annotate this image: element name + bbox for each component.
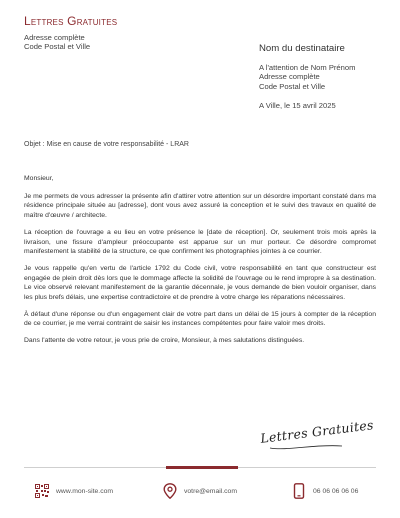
- phone-text[interactable]: 06 06 06 06 06: [313, 487, 359, 495]
- recipient-name: Nom du destinataire: [259, 43, 345, 54]
- footer-phone: [292, 483, 358, 499]
- phone-icon: [292, 483, 306, 499]
- body-paragraph: La réception de l'ouvrage a eu lieu en votre présence le [date de réception]. Or, seulement trois mois après la livraison, une fissure d'ampleur préoccupante est apparue sur un mur porteur. Ce désordre compromet manifestement la stabilité de la structure, ce que confirment les photographies jointes à ce courrier.: [24, 228, 376, 256]
- recipient-address: Adresse complète: [259, 72, 320, 82]
- body-paragraph: À défaut d'une réponse ou d'un engagement clair de votre part dans un délai de 15 jours à compter de la réception de ce courrier, je me verrai contraint de saisir les instances compétentes pour faire valoir mes droits.: [24, 310, 376, 328]
- sender-postal: Code Postal et Ville: [24, 42, 91, 52]
- letter-date: A Ville, le 15 avril 2025: [259, 101, 336, 110]
- recipient-block: [259, 63, 355, 91]
- recipient-attention: A l'attention de Nom Prénom: [259, 63, 356, 72]
- signature: Lettres Gratuites: [259, 417, 375, 446]
- qr-code-icon: [35, 483, 49, 499]
- footer-website: [35, 483, 113, 499]
- greeting: Monsieur,: [24, 175, 54, 182]
- footer-divider-accent: [166, 466, 238, 469]
- signature-flourish: [268, 442, 344, 452]
- brand-logo: Lettres Gratuites: [24, 14, 118, 28]
- recipient-postal: Code Postal et Ville: [259, 81, 326, 91]
- email-text[interactable]: votre@email.com: [184, 487, 237, 495]
- body-paragraph: Je vous rappelle qu'en vertu de l'article 1792 du Code civil, votre responsabilité en tant que constructeur est engagée de plein droit dès lors que le dommage affecte la solidité de l'ouvrage ou le rend impropre à sa destination. Le vice observé relevant manifestement de la garantie décennale, je vous demande de bien vouloir organiser, dans les plus brefs délais, une expertise contradictoire et de prendre à votre charge les réparations nécessaires.: [24, 264, 376, 302]
- letter-body: [24, 174, 376, 353]
- body-paragraph: Je me permets de vous adresser la présente afin d'attirer votre attention sur un désordre important constaté dans ma résidence principale située au [adresse], dont vous avez assuré la conception et le suivi des travaux en qualité de maître d'œuvre / architecte.: [24, 192, 376, 220]
- sender-block: [24, 33, 90, 52]
- location-pin-icon: [163, 483, 177, 499]
- footer-email: [163, 483, 237, 499]
- website-text[interactable]: www.mon-site.com: [56, 487, 114, 495]
- body-paragraph: Dans l'attente de votre retour, je vous prie de croire, Monsieur, à mes salutations distinguées.: [24, 337, 305, 345]
- sender-address: Adresse complète: [24, 33, 85, 42]
- letter-subject: Objet : Mise en cause de votre responsabilité - LRAR: [24, 141, 189, 148]
